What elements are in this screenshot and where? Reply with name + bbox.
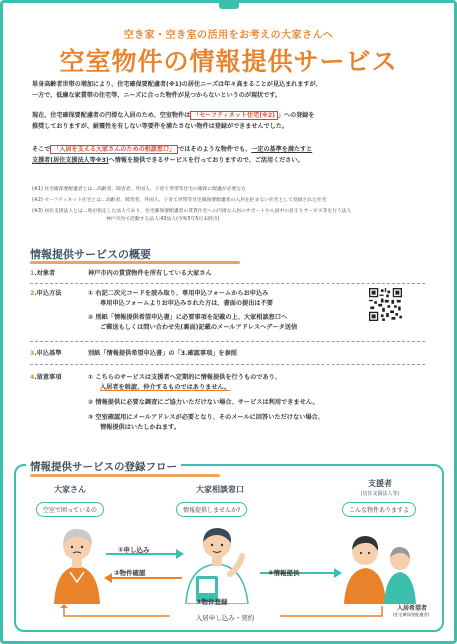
row-line: 神戸市内の賃貸物件を所有している大家さん bbox=[88, 270, 212, 277]
divider bbox=[30, 364, 425, 365]
footnote-3: (※3) 居住支援法人とは…県が指定した法人であり、住宅確保要配慮者の賃貸住宅への円滑な入居のサポートや入居中の見守りサービス等を行う法人 bbox=[32, 209, 352, 214]
actor-resident-sub: (住宅確保要配慮者) bbox=[392, 612, 430, 617]
footnote-2: (※2) セーフティネット住宅とは…高齢者、障害者、外国人、子育て世帯等住宅確保要配慮者の入居を拒まない住宅として登録された住宅 bbox=[32, 198, 327, 203]
intro-p1-line1: 単身高齢者世帯の増加により、住宅確保要配慮者(※1)の居住ニーズは年々高まることが見込まれますが、 bbox=[32, 81, 322, 88]
owner-illustration bbox=[48, 520, 106, 604]
bubble-supporter: こんな物件ありますよ bbox=[342, 502, 416, 517]
row-number: 3 bbox=[30, 350, 35, 357]
top-tab bbox=[219, 0, 239, 9]
row-label-text: .対象者 bbox=[34, 270, 56, 277]
row-label bbox=[30, 289, 86, 299]
row-line: ② 別紙「情報提供希望申込書」に必要事項を記載の上、大家相談窓口へ bbox=[88, 314, 288, 321]
center-staff-illustration bbox=[178, 518, 256, 604]
actor-center: 大家相談窓口 bbox=[196, 485, 244, 494]
intro-p2-line1 bbox=[32, 111, 432, 122]
row-label-text: .申込方法 bbox=[34, 290, 62, 297]
bubble-owner: 空室で困っているの bbox=[36, 502, 104, 517]
qr-code-icon[interactable] bbox=[369, 288, 402, 321]
divider bbox=[30, 283, 425, 284]
row-line: ③ 空室確認用にメールアドレスが必要となり、そのメールに回答いただけない場合、 bbox=[88, 414, 324, 421]
overview-title: 情報提供サービスの概要 bbox=[30, 248, 151, 261]
flow-bottom-label: 入居申し込み・契約 bbox=[170, 613, 280, 622]
row-label-text: .申込基準 bbox=[34, 350, 62, 357]
step-2-label: ②物件確認 bbox=[114, 569, 146, 577]
flow-title: 情報提供サービスの登録フロー bbox=[26, 459, 181, 474]
row-line: 別紙「情報提供希望申込書」の「3.確認事項」を参照 bbox=[88, 350, 237, 357]
flow-title-underline bbox=[30, 474, 220, 477]
step-3-label: ③物件登録 bbox=[196, 598, 228, 606]
intro-p2-post: 」への登録を bbox=[277, 112, 315, 119]
row-line: ① こちらのサービスは支援者へ定期的に情報提供を行うものであり、 bbox=[88, 374, 282, 381]
intro-p3-underline-1: 一定の基準を満たすと bbox=[251, 146, 313, 153]
intro-p3-line1 bbox=[32, 145, 432, 156]
actor-resident: 入居希望者 bbox=[396, 605, 427, 612]
safety-net-housing-highlight: 「セーフティネット住宅(※2) bbox=[190, 111, 278, 120]
step-1-label: ①申し込み bbox=[118, 546, 150, 554]
row-label-text: .留意事項 bbox=[34, 374, 62, 381]
intro-p3-mid: ではそのような物件でも、 bbox=[178, 146, 252, 153]
row-content bbox=[88, 373, 428, 433]
row-line: 入居者を斡旋、仲介するものではありません。 bbox=[100, 384, 231, 391]
row-content bbox=[88, 269, 428, 279]
intro-p3-pre: そこで bbox=[32, 146, 51, 153]
row-label bbox=[30, 349, 86, 359]
row-line: 専用申込フォームよりお申込みされた方は、書面の提出は不要 bbox=[100, 300, 273, 307]
supporter-illustration bbox=[340, 522, 420, 604]
header-kicker: 空き家・空き室の活用をお考えの大家さんへ bbox=[123, 30, 334, 41]
footnote-3-cont: 神戸市内で活動する法人:43法人(令和5年5月末時点) bbox=[106, 217, 220, 222]
intro-p2-pre: 現在、住宅確保要配慮者の円滑な入居のため、空室物件は bbox=[32, 112, 191, 119]
intro-paragraph-3 bbox=[32, 145, 432, 166]
row-content bbox=[88, 349, 428, 359]
row-number: 4 bbox=[30, 374, 35, 381]
intro-paragraph-1 bbox=[32, 80, 432, 101]
consultation-desk-highlight: 「入居を支える大家さんのための相談窓口」 bbox=[50, 145, 178, 154]
footnote-1: (※1) 住宅確保要配慮者とは…高齢者、障害者、外国人、子育て世帯等住宅の確保に配慮が必要な方 bbox=[32, 187, 246, 192]
divider bbox=[30, 341, 425, 342]
page-title: 空室物件の情報提供サービス bbox=[59, 47, 398, 76]
intro-p2-line2: 推奨しておりますが、耐震性を有しない等要件を満たさない物件は登録ができませんでした。 bbox=[32, 122, 288, 130]
step-4-label: ④情報提供 bbox=[268, 569, 300, 577]
bubble-center: 情報提供しませんか? bbox=[176, 502, 247, 517]
row-line: ご郵送もしくは問い合わせ先(裏面)記載のメールアドレスへデータ送信 bbox=[100, 324, 298, 331]
row-line: 情報提供はいたしかねます。 bbox=[100, 424, 180, 431]
intro-p3-post: へ情報を提供できるサービスを行っておりますので、ご活用ください。 bbox=[108, 156, 304, 164]
row-number: 2 bbox=[30, 290, 35, 297]
intro-paragraph-2 bbox=[32, 111, 432, 132]
actor-supporter-sub: (居住支援法人等) bbox=[360, 491, 400, 497]
intro-p3-underline-2: 支援者(居住支援法人等※3) bbox=[32, 156, 109, 164]
actor-supporter: 支援者 bbox=[368, 479, 392, 488]
row-line: ② 情報提供に必要な調査にご協力いただけない場合、サービスは利用できません。 bbox=[88, 399, 319, 406]
intro-p1-line2: 一方で、低廉な家賃帯の住宅等、ニーズに合った物件が見つからないというのが現状です。 bbox=[32, 91, 281, 99]
intro-p3-line2 bbox=[32, 156, 432, 167]
row-label bbox=[30, 269, 86, 279]
row-line: ① 右記二次元コードを読み取り、専用申込フォームからお申込み bbox=[88, 290, 269, 297]
overview-underline bbox=[30, 261, 240, 264]
actor-owner: 大家さん bbox=[54, 485, 86, 494]
row-number: 1 bbox=[30, 270, 35, 277]
row-label bbox=[30, 373, 86, 383]
